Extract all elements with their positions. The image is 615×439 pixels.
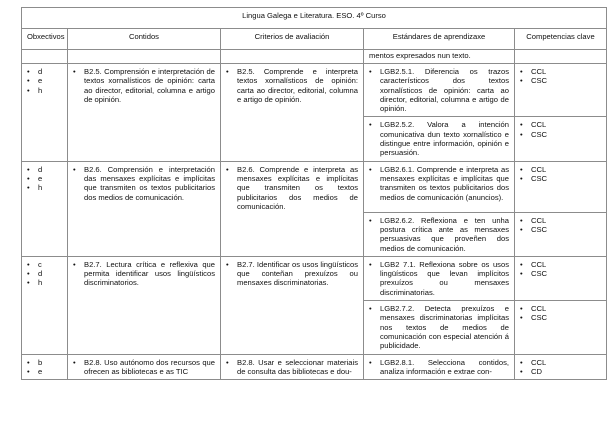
content-cell	[68, 256, 221, 354]
objective-item: • c	[27, 260, 62, 269]
header-standards: Estándares de aprendizaxe	[364, 29, 515, 50]
competences-cell	[515, 64, 607, 117]
header-objectives: Obxectivos	[22, 29, 68, 50]
header-contents: Contidos	[68, 29, 221, 50]
competence-item: • CCL	[520, 304, 601, 313]
table-title: Lingua Galega e Literatura. ESO. 4º Curso	[22, 8, 607, 29]
objectives-cell	[22, 64, 68, 162]
objective-item: • h	[27, 278, 62, 287]
curriculum-table	[21, 7, 607, 380]
competences-cell	[515, 301, 607, 354]
objective-item: • d	[27, 67, 62, 76]
objective-item: • e	[27, 76, 62, 85]
content-cell	[68, 354, 221, 380]
standard-text: • LGB2.6.2. Reflexiona e ten unha postura crítica ante as mensaxes persuasivas que proveñen dos medios de comunicación.	[369, 216, 509, 253]
standard-cell	[364, 354, 515, 380]
competences-cell	[515, 212, 607, 256]
objective-item: • h	[27, 183, 62, 192]
criterion-text: • B2.5. Comprende e interpreta textos xornalísticos de opinión: carta ao director, editorial, columna e artigo de opinión.	[226, 67, 358, 104]
competences-cell	[515, 354, 607, 380]
criterion-text: • B2.8. Usar e seleccionar materiais de consulta das bibliotecas e dou-	[226, 358, 358, 377]
competences-cell	[515, 256, 607, 300]
competence-item: • CCL	[520, 120, 601, 129]
competences-cell	[515, 117, 607, 161]
standard-text: • LGB2.6.1. Comprende e interpreta as mensaxes explícitas e implícitas que transmiten os textos publicitarios dos medios de comunicación (anuncios).	[369, 165, 509, 202]
criterion-text: • B2.7. Identificar os usos lingüísticos que conteñan prexuízos ou mensaxes discriminatorias.	[226, 260, 358, 288]
competence-item: • CSC	[520, 313, 601, 322]
standard-cell	[364, 212, 515, 256]
cell-empty	[22, 50, 68, 64]
cell-empty	[221, 50, 364, 64]
competence-item: • CSC	[520, 130, 601, 139]
competence-item: • CCL	[520, 358, 601, 367]
table-row	[22, 256, 607, 300]
table-title-row	[22, 8, 607, 29]
standard-text: • LGB2.5.2. Valora a intención comunicativa dun texto xornalístico e distingue entre información, opinión e persuasión.	[369, 120, 509, 157]
objectives-cell	[22, 161, 68, 256]
table-row	[22, 161, 607, 212]
competence-item: • CSC	[520, 225, 601, 234]
content-text: • B2.5. Comprensión e interpretación de textos xornalísticos de opinión: carta ao director, editorial, columna e artigo de opinión.	[73, 67, 215, 104]
competence-item: • CCL	[520, 165, 601, 174]
competence-item: • CCL	[520, 260, 601, 269]
table-row	[22, 64, 607, 117]
standard-text: • LGB2.5.1. Diferencia os trazos característicos dos textos xornalísticos de opinión: carta ao director, editorial, columna e artigo de opinión.	[369, 67, 509, 113]
content-cell	[68, 64, 221, 162]
criterion-cell	[221, 354, 364, 380]
competence-item: • CCL	[520, 216, 601, 225]
standard-text: • LGB2.8.1. Selecciona contidos, analiza información e extrae con-	[369, 358, 509, 377]
objectives-cell	[22, 256, 68, 354]
objective-item: • e	[27, 367, 62, 376]
criterion-cell	[221, 256, 364, 354]
standard-cell	[364, 256, 515, 300]
objectives-cell	[22, 354, 68, 380]
table-header-row	[22, 29, 607, 50]
standard-cell	[364, 117, 515, 161]
competence-item: • CSC	[520, 174, 601, 183]
table-row	[22, 354, 607, 380]
competences-cell	[515, 161, 607, 212]
objective-item: • e	[27, 174, 62, 183]
content-cell	[68, 161, 221, 256]
cell-empty	[515, 50, 607, 64]
competence-item: • CCL	[520, 67, 601, 76]
criterion-cell	[221, 161, 364, 256]
competence-item: • CSC	[520, 269, 601, 278]
objective-item: • h	[27, 86, 62, 95]
standard-text: • LGB2 7.1. Reflexiona sobre os usos lingüísticos que levan implícitos prexuízos ou mensaxes discriminatorias.	[369, 260, 509, 297]
standard-cell	[364, 301, 515, 354]
standard-cell	[364, 64, 515, 117]
standard-text: • LGB2.7.2. Detecta prexuízos e mensaxes discriminatorias implícitas nos textos de medios de comunicación con especial atención á publicidade.	[369, 304, 509, 350]
objective-item: • d	[27, 165, 62, 174]
header-criteria: Criterios de avaliación	[221, 29, 364, 50]
cell-empty	[68, 50, 221, 64]
continuation-row	[22, 50, 607, 64]
competence-item: • CD	[520, 367, 601, 376]
objective-item: • b	[27, 358, 62, 367]
continuation-text: mentos expresados nun texto.	[364, 50, 515, 64]
header-competences: Competencias clave	[515, 29, 607, 50]
competence-item: • CSC	[520, 76, 601, 85]
standard-cell	[364, 161, 515, 212]
content-text: • B2.8. Uso autónomo dos recursos que ofrecen as bibliotecas e as TIC	[73, 358, 215, 377]
criterion-cell	[221, 64, 364, 162]
content-text: • B2.7. Lectura crítica e reflexiva que permita identificar usos lingüísticos discriminatorios.	[73, 260, 215, 288]
content-text: • B2.6. Comprensión e interpretación das mensaxes explícitas e implícitas que transmiten os textos publicitarios dos medios de comunicación.	[73, 165, 215, 202]
objective-item: • d	[27, 269, 62, 278]
criterion-text: • B2.6. Comprende e interpreta as mensaxes explícitas e implícitas que transmiten os textos publicitarios dos medios de comunicación.	[226, 165, 358, 211]
